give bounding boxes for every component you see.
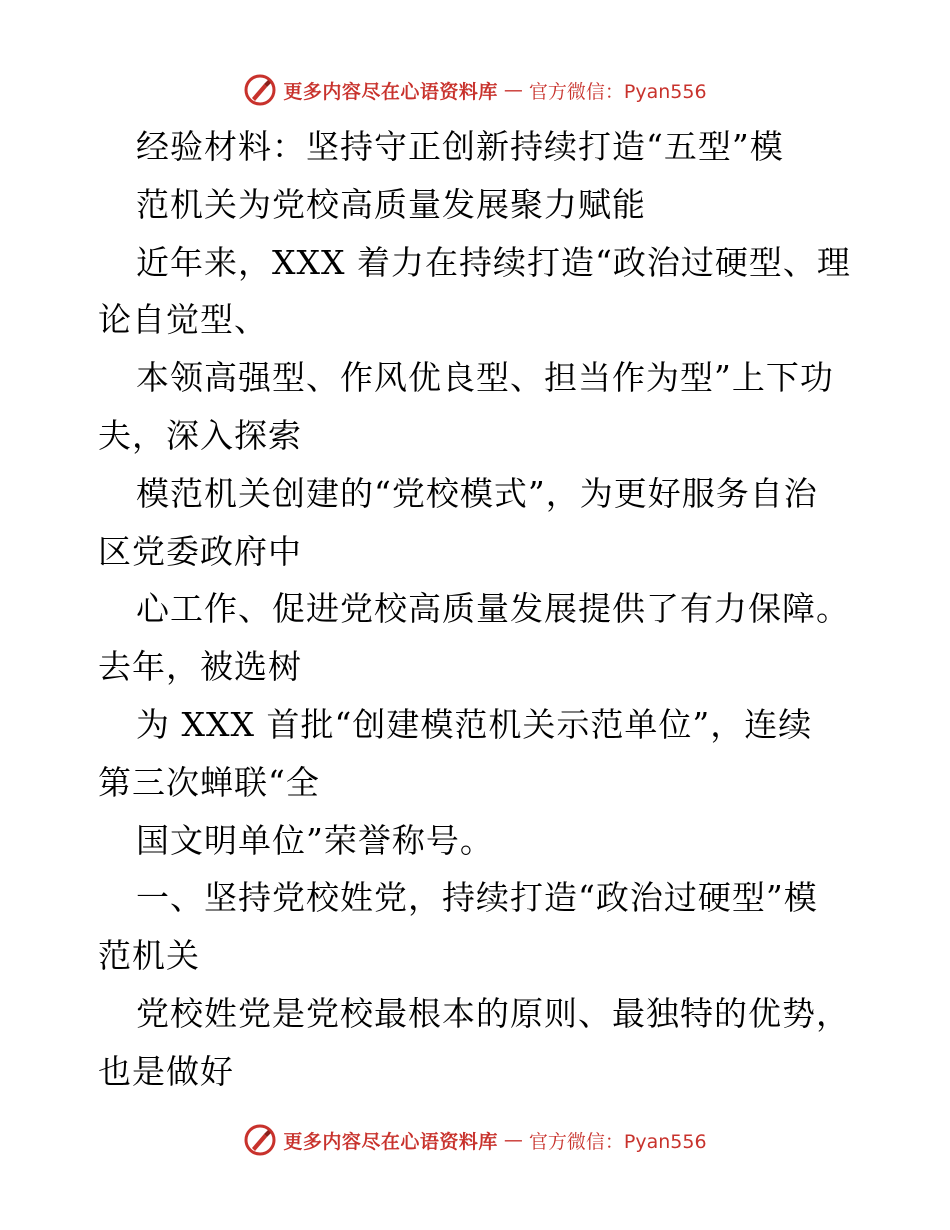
watermark-contact-text: 官方微信：Pyan556 — [528, 1130, 707, 1153]
document-line: 区党委政府中 — [98, 531, 302, 571]
document-line: 范机关为党校高质量发展聚力赋能 — [136, 184, 646, 224]
document-line: 国文明单位”荣誉称号。 — [136, 820, 494, 860]
document-line: 本领高强型、作风优良型、担当作为型”上下功 — [136, 358, 834, 398]
document-line: 为 XXX 首批“创建模范机关示范单位”，连续 — [136, 704, 813, 744]
pen-logo-icon — [243, 73, 277, 107]
footer-watermark — [0, 1120, 950, 1160]
document-line: 也是做好 — [98, 1051, 234, 1091]
document-line: 党校姓党是党校最根本的原则、最独特的优势， — [136, 993, 850, 1033]
document-line: 心工作、促进党校高质量发展提供了有力保障。 — [136, 589, 850, 629]
document-line: 模范机关创建的“党校模式”，为更好服务自治 — [136, 473, 818, 513]
header-watermark — [0, 70, 950, 110]
watermark-dash: — — [503, 79, 523, 101]
document-body — [98, 118, 858, 1101]
document-line: 论自觉型、 — [98, 300, 268, 340]
document-line: 近年来，XXX 着力在持续打造“政治过硬型、理 — [136, 242, 851, 282]
watermark-dash: — — [503, 1129, 523, 1151]
document-line: 经验材料：坚持守正创新持续打造“五型”模 — [136, 127, 784, 166]
document-line: 一、坚持党校姓党，持续打造“政治过硬型”模 — [136, 878, 818, 918]
watermark-contact-text: 官方微信：Pyan556 — [528, 80, 707, 103]
document-line: 第三次蝉联“全 — [98, 762, 320, 802]
watermark-site-text: 更多内容尽在心语资料库 — [283, 1130, 498, 1153]
document-line: 去年，被选树 — [98, 647, 302, 687]
document-line: 夫，深入探索 — [98, 415, 302, 455]
watermark-site-text: 更多内容尽在心语资料库 — [283, 80, 498, 103]
document-line: 范机关 — [98, 936, 200, 976]
pen-logo-icon — [243, 1123, 277, 1157]
